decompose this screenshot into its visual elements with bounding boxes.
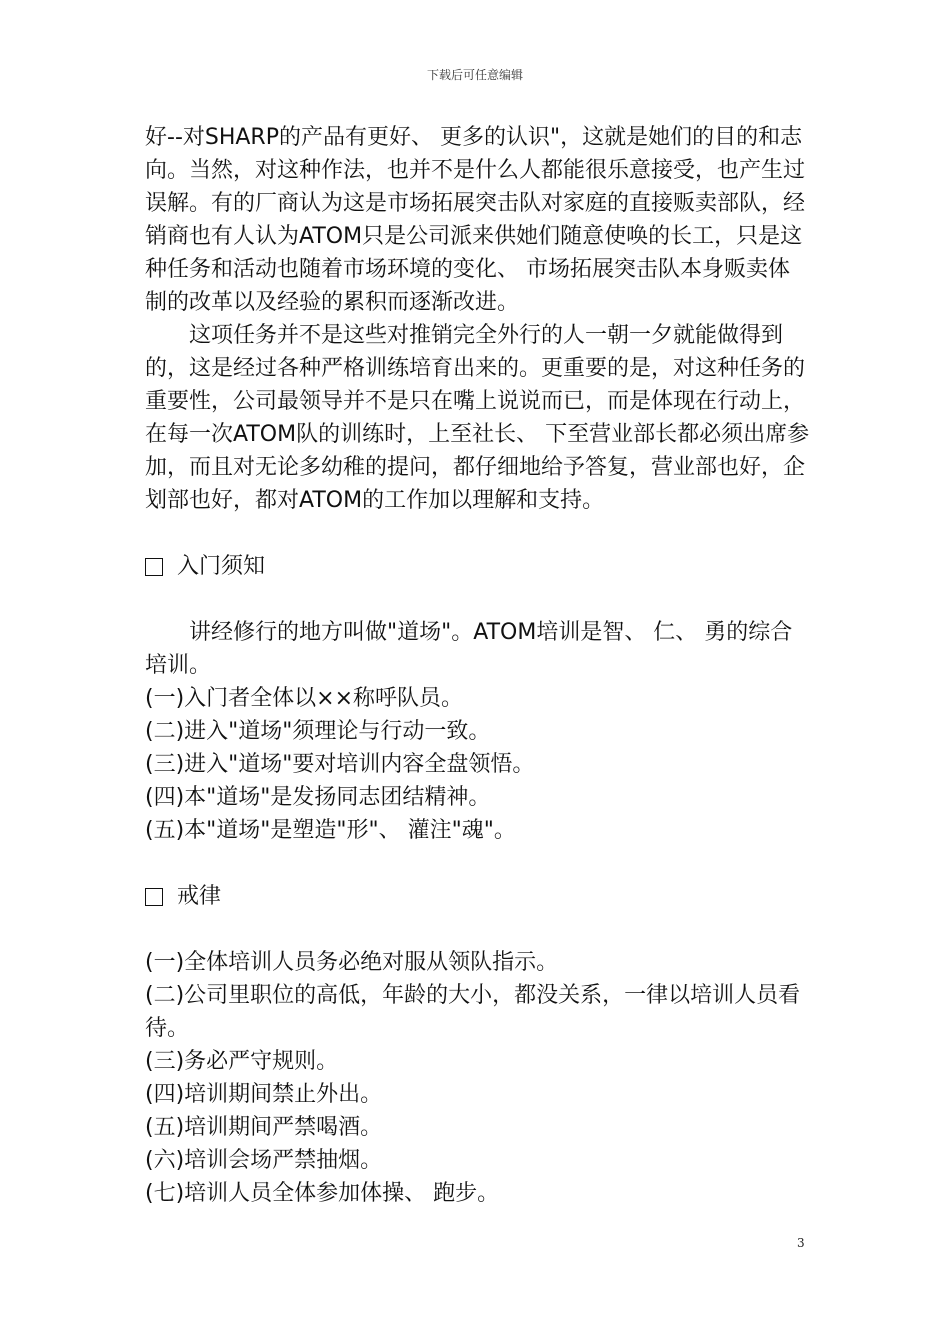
spacer: [145, 517, 810, 550]
paragraph-training: 这项任务并不是这些对推销完全外行的人一朝一夕就能做得到的，这是经过各种严格训练培育出来的。更重要的是，对这种任务的重要性，公司最领导并不是只在嘴上说说而已，而是体现在行动上，在每一次ATOM队的训练时，上至社长、 下至营业部长都必须出席参加，而且对无论多幼稚的提问，都仔细地给予答复，营业部也好，企划部也好，都对ATOM的工作加以理解和支持。: [145, 323, 810, 513]
list-item: (一)全体培训人员务必绝对服从领队指示。: [145, 950, 559, 975]
list-item: (二)公司里职位的高低，年龄的大小，都没关系，一律以培训人员看待。: [145, 983, 801, 1041]
document-body: [145, 121, 810, 1210]
section-heading-label: 入门须知: [177, 554, 266, 579]
list-item: (一)入门者全体以××称呼队员。: [145, 686, 464, 711]
page-number: 3: [797, 1236, 805, 1250]
list-item: (五)培训期间严禁喝酒。: [145, 1115, 383, 1140]
spacer: [145, 583, 810, 616]
spacer: [145, 847, 810, 880]
list-item: (二)进入"道场"须理论与行动一致。: [145, 719, 491, 744]
section-heading-entry-rules: [145, 550, 810, 583]
page-header: 下载后可任意编辑: [426, 68, 523, 82]
section-heading-label: 戒律: [177, 884, 222, 909]
spacer: [145, 913, 810, 946]
list-item: (五)本"道场"是塑造"形"、 灌注"魂"。: [145, 818, 516, 843]
checkbox-square-icon: [145, 888, 163, 906]
list-item: (六)培训会场严禁抽烟。: [145, 1148, 383, 1173]
paragraph-continuation: 好--对SHARP的产品有更好、 更多的认识"，这就是她们的目的和志向。当然，对这种作法，也并不是什么人都能很乐意接受，也产生过误解。有的厂商认为这是市场拓展突击队对家庭的直接贩卖部队，经销商也有人认为ATOM只是公司派来供她们随意使唤的长工，只是这种任务和活动也随着市场环境的变化、 市场拓展突击队本身贩卖体制的改革以及经验的累积而逐渐改进。: [145, 125, 806, 315]
list-item: (三)进入"道场"要对培训内容全盘领悟。: [145, 752, 535, 777]
list-item: (四)培训期间禁止外出。: [145, 1082, 383, 1107]
section-heading-discipline: [145, 880, 810, 913]
section-intro: 讲经修行的地方叫做"道场"。ATOM培训是智、 仁、 勇的综合培训。: [145, 620, 793, 678]
checkbox-square-icon: [145, 558, 163, 576]
list-item: (三)务必严守规则。: [145, 1049, 339, 1074]
list-item: (四)本"道场"是发扬同志团结精神。: [145, 785, 491, 810]
list-item: (七)培训人员全体参加体操、 跑步。: [145, 1181, 500, 1206]
